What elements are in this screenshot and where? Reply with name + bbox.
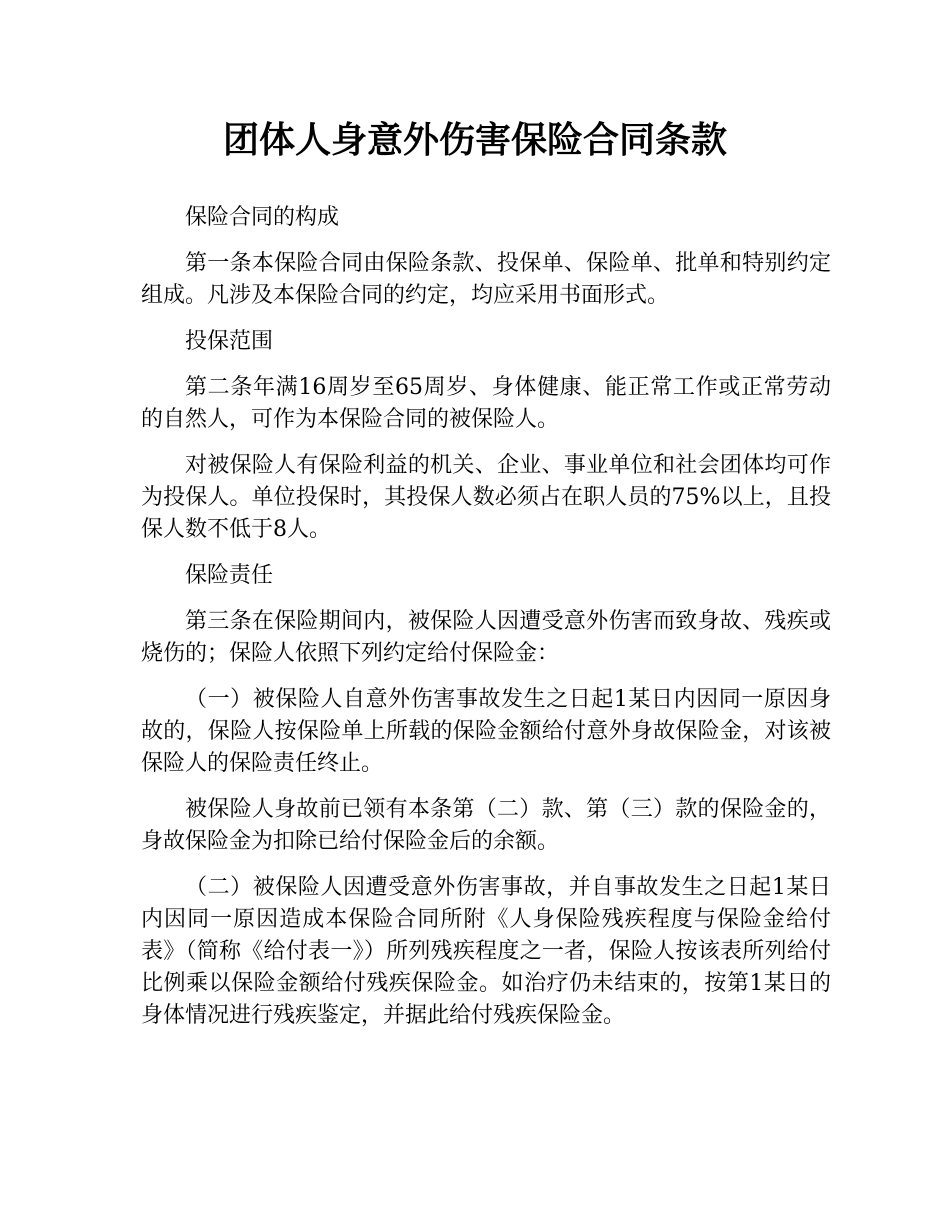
- article-1-paragraph: 第一条本保险合同由保险条款、投保单、保险单、批单和特别约定组成。凡涉及本保险合同的约定，均应采用书面形式。: [141, 251, 831, 308]
- applicant-eligibility-paragraph: 对被保险人有保险利益的机关、企业、事业单位和社会团体均可作为投保人。单位投保时，其投保人数必须占在职人员的75%以上，且投保人数不低于8人。: [141, 453, 831, 542]
- death-benefit-deduction-paragraph: 被保险人身故前已领有本条第（二）款、第（三）款的保险金的，身故保险金为扣除已给付保险金后的余额。: [141, 797, 831, 854]
- article-2-paragraph: 第二条年满16周岁至65周岁、身体健康、能正常工作或正常劳动的自然人，可作为本保险合同的被保险人。: [141, 375, 831, 432]
- section-heading-insurance-liability: 保险责任: [185, 563, 274, 588]
- document-title: 团体人身意外伤害保险合同条款: [222, 120, 727, 161]
- article-3-paragraph: 第三条在保险期间内，被保险人因遭受意外伤害而致身故、残疾或烧伤的；保险人依照下列约定给付保险金：: [141, 609, 831, 666]
- section-heading-insurance-scope: 投保范围: [185, 329, 274, 354]
- section-heading-contract-composition: 保险合同的构成: [185, 205, 340, 230]
- clause-2-disability-benefit: （二）被保险人因遭受意外伤害事故，并自事故发生之日起1某日内因同一原因造成本保险合同所附《人身保险残疾程度与保险金给付表》（简称《给付表一》）所列残疾程度之一者，保险人按该表所列给付比例乘以保险金额给付残疾保险金。如治疗仍未结束的，按第1某日的身体情况进行残疾鉴定，并据此给付残疾保险金。: [141, 875, 831, 1028]
- document-body: [141, 202, 831, 1046]
- clause-1-death-benefit: （一）被保险人自意外伤害事故发生之日起1某日内因同一原因身故的，保险人按保险单上所载的保险金额给付意外身故保险金，对该被保险人的保险责任终止。: [141, 687, 831, 776]
